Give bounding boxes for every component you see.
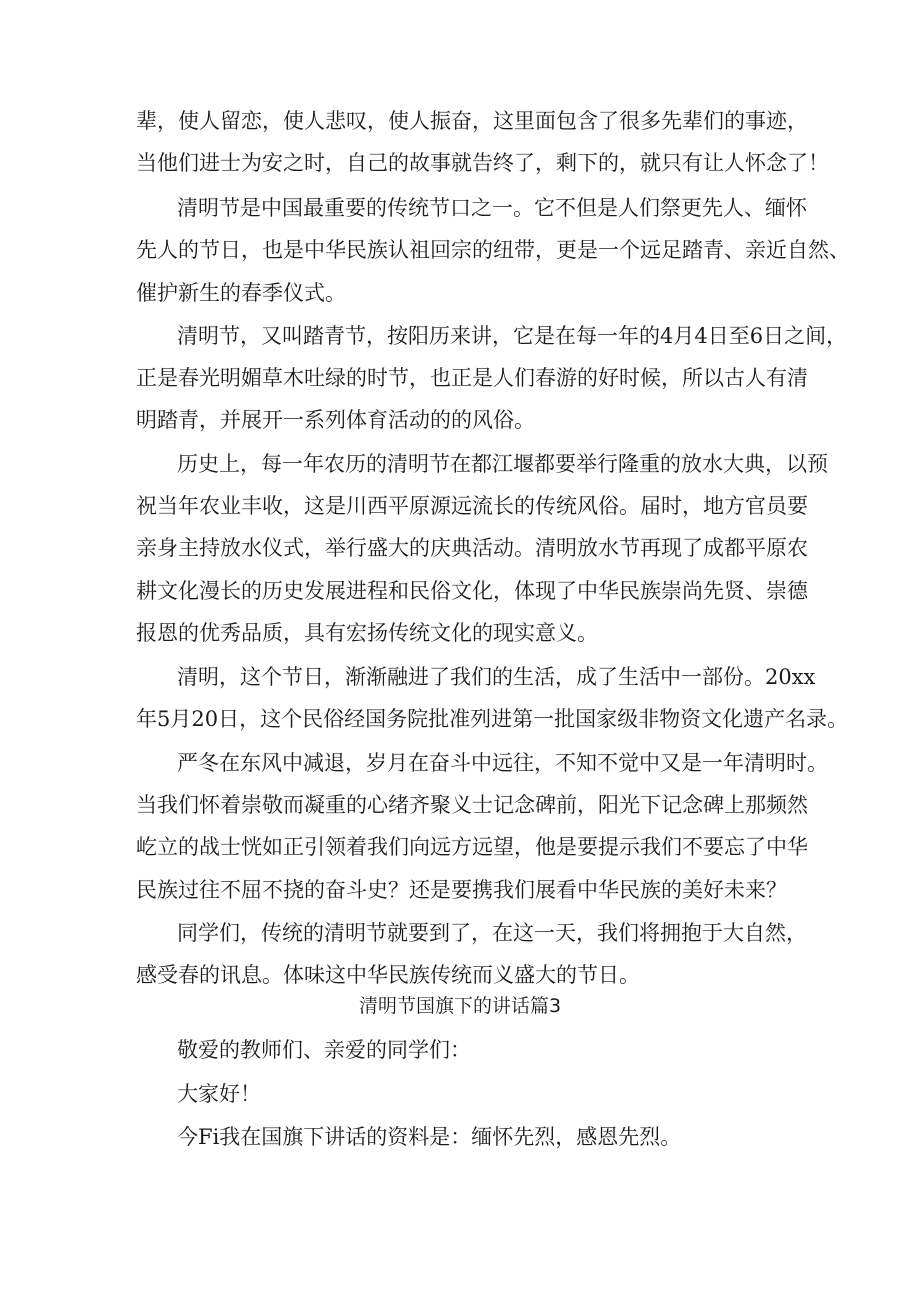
text-line: 催护新生的春季仪式。 — [136, 281, 346, 305]
text-line: 亲身主持放水仪式，举行盛大的庆典活动。清明放水节再现了成都平原农 — [136, 536, 808, 560]
text-line: 辈，使人留恋，使人悲叹，使人振奋，这里面包含了很多先辈们的事迹， — [136, 109, 808, 133]
text-line: 屹立的战士恍如正引领着我们向远方远望，他是要提示我们不要忘了中华 — [136, 835, 808, 859]
greeting: 大家好！ — [177, 1082, 261, 1106]
text-line: 报恩的优秀品质，具有宏扬传统文化的现实意义。 — [136, 621, 598, 645]
text-line: 明踏青，并展开一系列体育活动的的风俗。 — [136, 408, 535, 432]
text-line: 感受春的讯息。体味这中华民族传统而义盛大的节日。 — [136, 963, 640, 987]
paragraph-start: 今Fi我在国旗下讲话的资料是：缅怀先烈，感恩先烈。 — [177, 1125, 682, 1149]
paragraph-start: 清明节是中国最重要的传统节口之一。它不但是人们祭更先人、缅怀 — [177, 196, 807, 220]
text-line: 年5月20日，这个民俗经国务院批准列进第一批国家级非物资文化遗产名录。 — [136, 707, 849, 731]
salutation: 敬爱的教师们、亲爱的同学们： — [177, 1038, 471, 1062]
paragraph-start: 同学们，传统的清明节就要到了，在这一天，我们将拥抱于大自然， — [177, 921, 807, 945]
text-line: 当他们进士为安之时，自己的故事就告终了，剩下的，就只有让人怀念了！ — [136, 151, 829, 175]
text-line: 正是春光明媚草木吐绿的时节，也正是人们春游的好时候，所以古人有清 — [136, 366, 808, 390]
paragraph-start: 严冬在东风中减退，岁月在奋斗中远往，不知不觉中又是一年清明时。 — [177, 751, 828, 775]
section-heading: 清明节国旗下的讲话篇3 — [358, 995, 562, 1017]
paragraph-start: 清明节，又叫踏青节，按阳历来讲，它是在每一年的4月4日至6日之间， — [177, 324, 848, 348]
text-line: 先人的节日，也是中华民族认祖回宗的纽带，更是一个远足踏青、亲近自然、 — [136, 238, 850, 262]
paragraph-start: 清明，这个节日，渐渐融进了我们的生活，成了生活中一部份。20xx — [177, 665, 816, 689]
paragraph-start: 历史上，每一年农历的清明节在都江堰都要举行隆重的放水大典，以预 — [177, 452, 828, 476]
text-line: 当我们怀着崇敬而凝重的心绪齐聚义士记念碑前，阳光下记念碑上那频然 — [136, 793, 808, 817]
text-line: 耕文化漫长的历史发展进程和民俗文化，体现了中华民族崇尚先贤、崇德 — [136, 579, 808, 603]
text-line: 祝当年农业丰收，这是川西平原源远流长的传统风俗。届时，地方官员要 — [136, 494, 808, 518]
text-line: 民族过往不屈不挠的奋斗史？还是要携我们展看中华民族的美好未来？ — [136, 878, 787, 902]
